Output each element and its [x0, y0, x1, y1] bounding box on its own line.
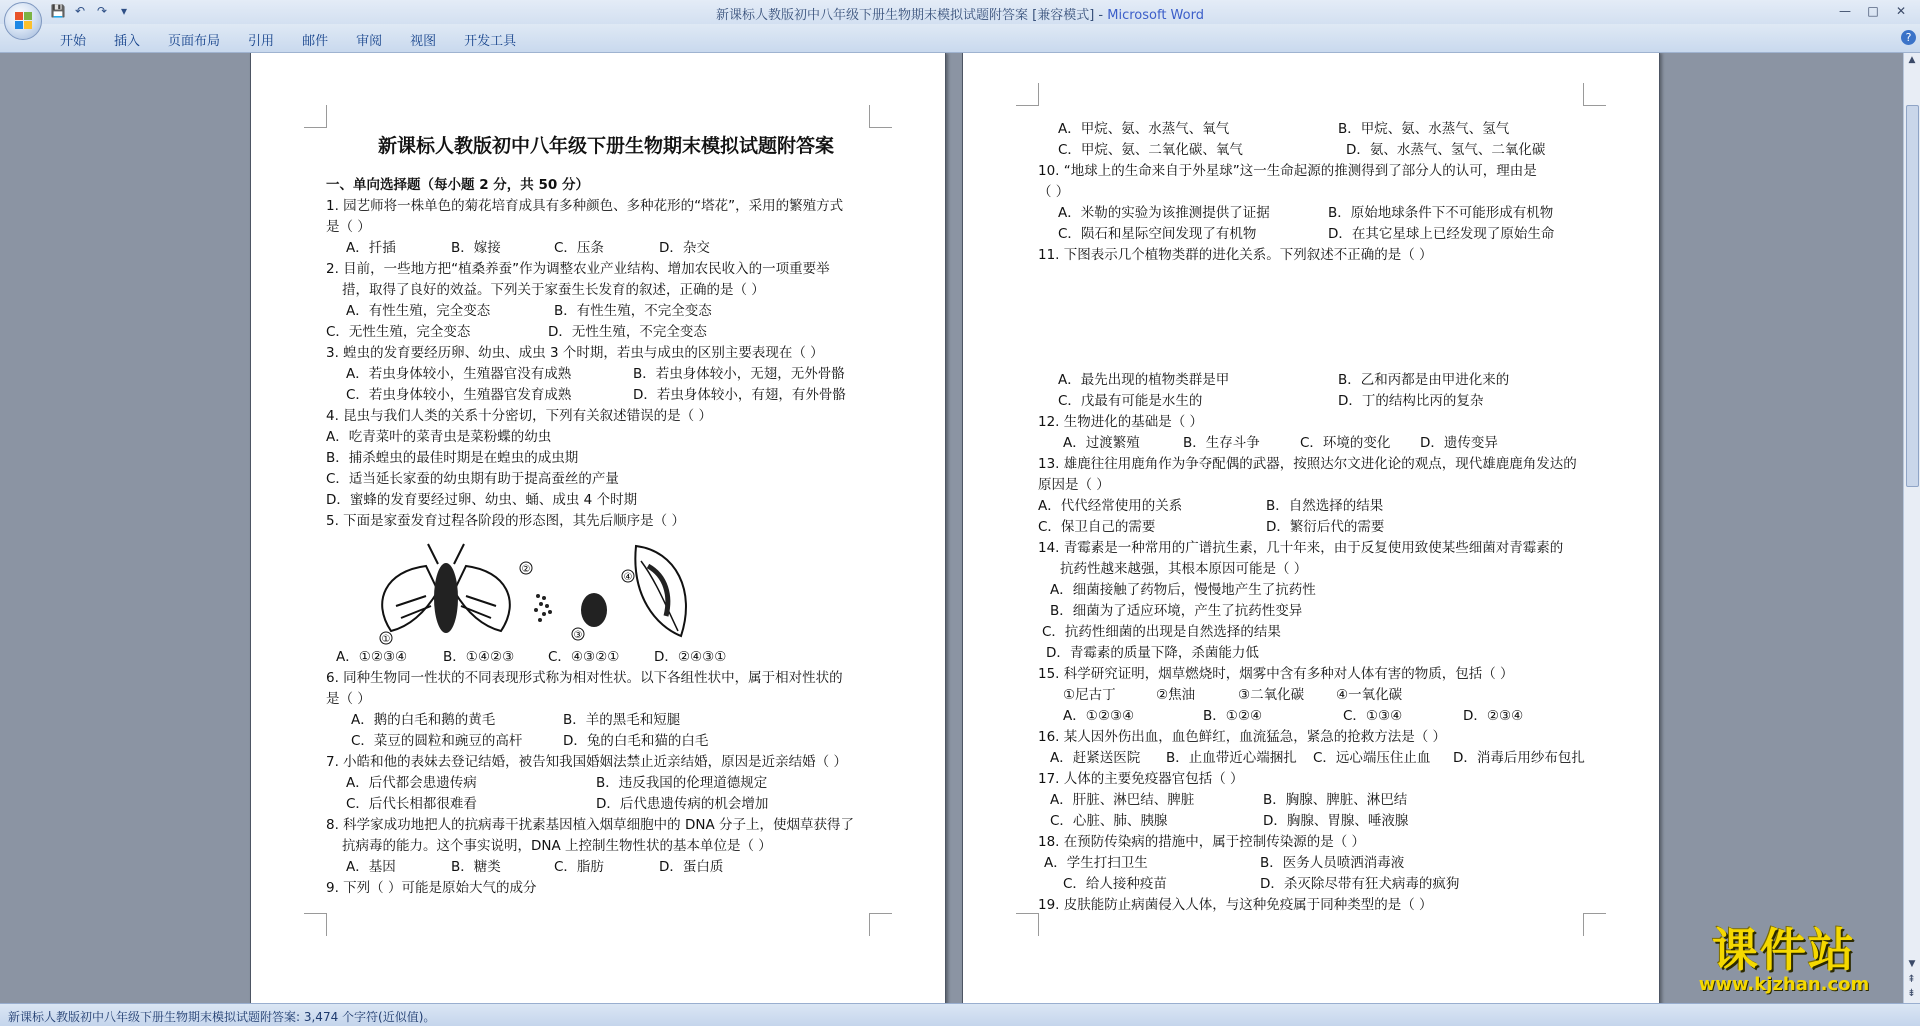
option: B．甲烷、氨、水蒸气、氢气 — [1338, 121, 1510, 137]
minimize-button[interactable]: — — [1839, 4, 1851, 18]
question-text: 措，取得了良好的效益。下列关于家蚕生长发育的叙述，正确的是（ ） — [342, 282, 765, 298]
option: C．甲烷、氨、二氧化碳、氧气 — [1058, 142, 1243, 158]
question-text: 14. 青霉素是一种常用的广谱抗生素，几十年来，由于反复使用致使某些细菌对青霉素的 — [1038, 540, 1564, 556]
vertical-scrollbar[interactable] — [1903, 53, 1920, 1003]
site-watermark — [1668, 925, 1900, 995]
option: D．氨、水蒸气、氢气、二氧化碳 — [1346, 142, 1546, 158]
question-text: 9. 下列（ ）可能是原始大气的成分 — [326, 880, 537, 896]
option-line: B．捕杀蝗虫的最佳时期是在蝗虫的成虫期 — [326, 450, 579, 466]
question-text: 抗病毒的能力。这个事实说明，DNA 上控制生物性状的基本单位是（ ） — [342, 838, 772, 854]
figure-label-4: ④ — [623, 572, 633, 583]
question-text: 5. 下面是家蚕发育过程各阶段的形态图，其先后顺序是（ ） — [326, 513, 685, 529]
option: D．无性生殖，不完全变态 — [548, 324, 707, 340]
option-row — [1038, 517, 1618, 538]
watermark-url: www.kjzhan.com — [1698, 974, 1870, 995]
option-line: A．吃青菜叶的菜青虫是菜粉蝶的幼虫 — [326, 429, 552, 445]
option: B．有性生殖，不完全变态 — [554, 303, 712, 319]
question-text: 1. 园艺师将一株单色的菊花培育成具有多种颜色、多种花形的“塔花”，采用的繁殖方式 — [326, 198, 844, 214]
option: B．糖类 — [451, 859, 501, 875]
option-row — [1038, 140, 1618, 161]
option-row — [326, 710, 886, 731]
option: D．蛋白质 — [659, 859, 724, 875]
figure-label-3: ③ — [573, 630, 583, 641]
option: B．①④②③ — [443, 649, 515, 665]
crop-mark — [304, 105, 327, 128]
office-logo-icon — [13, 10, 35, 32]
option: A．学生打扫卫生 — [1044, 855, 1148, 871]
question-text: 18. 在预防传染病的措施中，属于控制传染源的是（ ） — [1038, 834, 1366, 850]
option-row — [326, 857, 886, 878]
option: D．兔的白毛和猫的白毛 — [563, 733, 709, 749]
document-heading: 新课标人教版初中八年级下册生物期末模拟试题附答案 — [377, 135, 834, 157]
silkworm-lifecycle-illustration — [366, 536, 706, 646]
item: ④一氧化碳 — [1336, 687, 1403, 703]
option: B．原始地球条件下不可能形成有机物 — [1328, 205, 1554, 221]
option-line: B．细菌为了适应环境，产生了抗药性变异 — [1050, 603, 1303, 619]
option-row — [1038, 370, 1618, 391]
option-row — [1038, 748, 1618, 769]
option: C．环境的变化 — [1300, 435, 1391, 451]
option-row — [326, 238, 886, 259]
option: C．远心端压住止血 — [1313, 750, 1431, 766]
option: B．胸腺、脾脏、淋巴结 — [1263, 792, 1408, 808]
option: A．若虫身体较小，生殖器官没有成熟 — [346, 366, 572, 382]
option-row — [326, 322, 886, 343]
option: A．有性生殖，完全变态 — [346, 303, 491, 319]
question-text: 是（ ） — [326, 219, 371, 235]
option: B．羊的黑毛和短腿 — [563, 712, 681, 728]
option-row — [326, 773, 886, 794]
crop-mark — [869, 913, 892, 936]
document-page-1[interactable] — [250, 53, 946, 1003]
help-icon[interactable]: ? — [1901, 30, 1916, 45]
scrollbar-thumb[interactable] — [1906, 105, 1919, 487]
option: D．若虫身体较小，有翅，有外骨骼 — [633, 387, 846, 403]
option: B．①②④ — [1203, 708, 1263, 724]
option-row — [1038, 811, 1618, 832]
document-page-2[interactable] — [962, 53, 1660, 1003]
option-row — [326, 731, 886, 752]
previous-page-icon[interactable]: ⇞ — [1907, 974, 1916, 985]
option: D．后代患遗传病的机会增加 — [596, 796, 769, 812]
option: A．肝脏、淋巴结、脾脏 — [1050, 792, 1195, 808]
question-text: 15. 科学研究证明，烟草燃烧时，烟雾中含有多种对人体有害的物质，包括（ ） — [1038, 666, 1514, 682]
option: D．②④③① — [654, 649, 727, 665]
question-text: 是（ ） — [326, 691, 371, 707]
customize-qat-icon[interactable]: ▾ — [120, 4, 128, 18]
option: D．遗传变异 — [1420, 435, 1498, 451]
option: A．米勒的实验为该推测提供了证据 — [1058, 205, 1270, 221]
crop-mark — [1583, 83, 1606, 106]
option: C．脂肪 — [554, 859, 604, 875]
question-text: 12. 生物进化的基础是（ ） — [1038, 414, 1204, 430]
crop-mark — [1016, 83, 1039, 106]
option: A．过渡繁殖 — [1063, 435, 1140, 451]
option: D．丁的结构比丙的复杂 — [1338, 393, 1484, 409]
status-bar — [0, 1003, 1920, 1026]
option: B．嫁接 — [451, 240, 501, 256]
option: A．基因 — [346, 859, 396, 875]
option-row — [326, 794, 886, 815]
question-text: 19. 皮肤能防止病菌侵入人体，与这种免疫属于同种类型的是（ ） — [1038, 897, 1433, 913]
question-text: 11. 下图表示几个植物类群的进化关系。下列叙述不正确的是（ ） — [1038, 247, 1433, 263]
crop-mark — [1016, 913, 1039, 936]
save-icon[interactable]: 💾 — [50, 4, 66, 18]
option: C．给人接种疫苗 — [1063, 876, 1167, 892]
option-line: C．适当延长家蚕的幼虫期有助于提高蚕丝的产量 — [326, 471, 619, 487]
undo-icon[interactable]: ↶ — [74, 4, 86, 18]
tab-view[interactable]: 视图 — [410, 34, 437, 49]
option: C．后代长相都很难看 — [346, 796, 477, 812]
option: D．杀灭除尽带有狂犬病毒的疯狗 — [1260, 876, 1460, 892]
question-text: 2. 目前，一些地方把“植桑养蚕”作为调整农业产业结构、增加农民收入的一项重要举 — [326, 261, 830, 277]
option-line: A．细菌接触了药物后，慢慢地产生了抗药性 — [1050, 582, 1316, 598]
question-text: 7. 小皓和他的表妹去登记结婚，被告知我国婚姻法禁止近亲结婚，原因是近亲结婚（ ） — [326, 754, 847, 770]
option-row — [1038, 496, 1618, 517]
question-text: 16. 某人因外伤出血，血色鲜红，血流猛急，紧急的抢救方法是（ ） — [1038, 729, 1447, 745]
option-row — [326, 301, 886, 322]
tab-mailings[interactable]: 邮件 — [302, 34, 329, 49]
option: D．消毒后用纱布包扎 — [1453, 750, 1585, 766]
item: ①尼古丁 — [1063, 687, 1116, 703]
moth-drawing — [382, 544, 510, 633]
option: C．陨石和星际空间发现了有机物 — [1058, 226, 1257, 242]
figure-label-1: ① — [381, 634, 391, 645]
page-2-content — [1038, 119, 1618, 916]
question-text: 原因是（ ） — [1038, 477, 1110, 493]
section-heading: 一、单向选择题（每小题 2 分，共 50 分） — [326, 177, 589, 193]
option: A．扦插 — [346, 240, 396, 256]
question-text: 17. 人体的主要免疫器官包括（ ） — [1038, 771, 1244, 787]
option: A．鹅的白毛和鹅的黄毛 — [351, 712, 496, 728]
close-button[interactable]: ✕ — [1895, 4, 1907, 18]
option: A．①②③④ — [336, 649, 408, 665]
option-row — [326, 385, 886, 406]
option: B．乙和丙都是由甲进化来的 — [1338, 372, 1510, 388]
title-bar — [0, 0, 1920, 24]
option: C．保卫自己的需要 — [1038, 519, 1156, 535]
option: C．压条 — [554, 240, 604, 256]
window-title — [0, 4, 1920, 23]
option-row — [1038, 706, 1618, 727]
scroll-up-icon[interactable]: ▲ — [1908, 55, 1916, 65]
crop-mark — [1583, 913, 1606, 936]
maximize-button[interactable]: □ — [1867, 4, 1879, 18]
plant-evolution-figure-area — [1038, 266, 1618, 370]
option: A．赶紧送医院 — [1050, 750, 1141, 766]
option: C．①③④ — [1343, 708, 1403, 724]
option: A．后代都会患遗传病 — [346, 775, 477, 791]
silkworm-figure — [326, 532, 886, 647]
option-row — [1038, 203, 1618, 224]
ribbon — [0, 24, 1920, 53]
option: B．生存斗争 — [1183, 435, 1260, 451]
option-line: C．抗药性细菌的出现是自然选择的结果 — [1042, 624, 1281, 640]
option-row — [1038, 224, 1618, 245]
option: B．医务人员喷洒消毒液 — [1260, 855, 1405, 871]
option: C．菜豆的圆粒和豌豆的高杆 — [351, 733, 523, 749]
tab-insert[interactable]: 插入 — [114, 34, 141, 49]
ribbon-tabs — [46, 30, 530, 49]
option: D．繁衍后代的需要 — [1266, 519, 1385, 535]
option-row — [1038, 433, 1618, 454]
option-row — [1038, 790, 1618, 811]
item: ②焦油 — [1156, 687, 1196, 703]
tab-home[interactable]: 开始 — [60, 34, 87, 49]
question-text: 10. “地球上的生命来自于外星球”这一生命起源的推测得到了部分人的认可，理由是 — [1038, 163, 1537, 179]
option: B．自然选择的结果 — [1266, 498, 1384, 514]
option-row — [1038, 874, 1618, 895]
option: B．若虫身体较小，无翅，无外骨骼 — [633, 366, 845, 382]
scroll-down-icon[interactable]: ▼ — [1908, 959, 1916, 969]
crop-mark — [869, 105, 892, 128]
option-row — [326, 364, 886, 385]
question-text: 8. 科学家成功地把人的抗病毒干扰素基因植入烟草细胞中的 DNA 分子上，使烟草获得了 — [326, 817, 854, 833]
option: A．最先出现的植物类群是甲 — [1058, 372, 1230, 388]
tab-references[interactable]: 引用 — [248, 34, 275, 49]
option-row — [1038, 391, 1618, 412]
question-text: 6. 同种生物同一性状的不同表现形式称为相对性状。以下各组性状中，属于相对性状的 — [326, 670, 843, 686]
option-line: D．青霉素的质量下降，杀菌能力低 — [1046, 645, 1259, 661]
item: ③二氧化碳 — [1238, 687, 1305, 703]
office-button[interactable] — [4, 2, 42, 40]
question-text: 抗药性越来越强，其根本原因可能是（ ） — [1060, 561, 1308, 577]
tab-review[interactable]: 审阅 — [356, 34, 383, 49]
question-text: 4. 昆虫与我们人类的关系十分密切，下列有关叙述错误的是（ ） — [326, 408, 712, 424]
option: C．④③②① — [548, 649, 620, 665]
option: C．戊最有可能是水生的 — [1058, 393, 1203, 409]
next-page-icon[interactable]: ⇟ — [1907, 988, 1916, 999]
document-title: 新课标人教版初中八年级下册生物期末模拟试题附答案 [兼容模式] - — [716, 8, 1108, 23]
cocoon-drawing — [581, 593, 607, 627]
app-name: Microsoft Word — [1107, 8, 1204, 23]
option: C．心脏、肺、胰腺 — [1050, 813, 1168, 829]
option: D．胸腺、胃腺、唾液腺 — [1263, 813, 1409, 829]
option-row — [1038, 119, 1618, 140]
larva-on-leaf-drawing — [635, 546, 686, 636]
option: D．杂交 — [659, 240, 710, 256]
redo-icon[interactable]: ↷ — [96, 4, 108, 18]
option: D．②③④ — [1463, 708, 1524, 724]
option: C．无性生殖，完全变态 — [326, 324, 471, 340]
question-text: （ ） — [1038, 184, 1070, 200]
watermark-title: 课件站 — [1712, 923, 1856, 977]
item-row — [1038, 685, 1618, 706]
window-controls — [1832, 2, 1914, 20]
option: A．甲烷、氨、水蒸气、氧气 — [1058, 121, 1230, 137]
crop-mark — [304, 913, 327, 936]
tab-developer[interactable]: 开发工具 — [464, 34, 517, 49]
option-row — [326, 647, 886, 668]
question-text: 13. 雄鹿往往用鹿角作为争夺配偶的武器，按照达尔文进化论的观点，现代雄鹿鹿角发达的 — [1038, 456, 1577, 472]
option: D．在其它星球上已经发现了原始生命 — [1328, 226, 1555, 242]
eggs-drawing — [534, 594, 552, 622]
option: B．止血带近心端捆扎 — [1166, 750, 1297, 766]
option-line: D．蜜蜂的发育要经过卵、幼虫、蛹、成虫 4 个时期 — [326, 492, 638, 508]
tab-page-layout[interactable]: 页面布局 — [168, 34, 221, 49]
option: C．若虫身体较小，生殖器官发育成熟 — [346, 387, 572, 403]
option: A．代代经常使用的关系 — [1038, 498, 1183, 514]
option: A．①②③④ — [1063, 708, 1135, 724]
figure-label-2: ② — [521, 564, 531, 575]
option: B．违反我国的伦理道德规定 — [596, 775, 768, 791]
document-workspace — [0, 53, 1904, 1003]
status-text: 新课标人教版初中八年级下册生物期末模拟试题附答案: 3,474 个字符(近似值)。 — [8, 1010, 436, 1024]
page-1-content — [326, 131, 886, 899]
question-text: 3. 蝗虫的发育要经历卵、幼虫、成虫 3 个时期，若虫与成虫的区别主要表现在（ ） — [326, 345, 824, 361]
option-row — [1038, 853, 1618, 874]
